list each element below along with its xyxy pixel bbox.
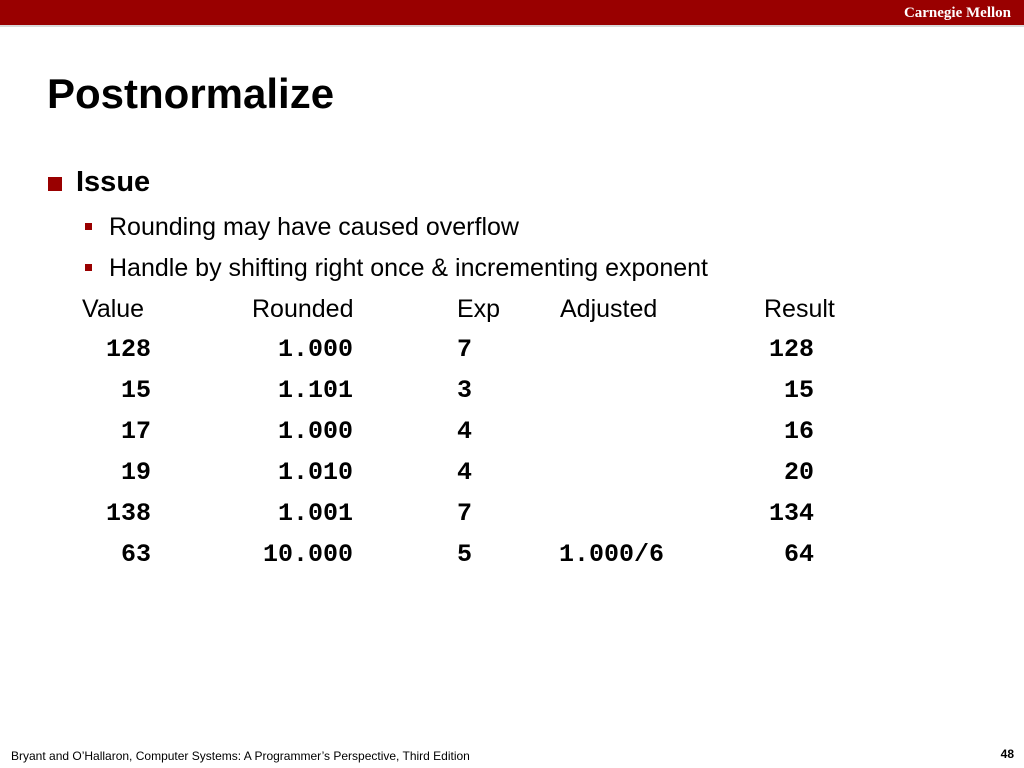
table-cell-result: 128	[768, 335, 814, 364]
bullet-square-icon	[48, 177, 62, 191]
column-header-value: Value	[82, 295, 145, 323]
table-cell-exp: 7	[457, 335, 473, 364]
sub-bullet-label: Rounding may have caused overflow	[109, 213, 519, 241]
header-divider	[0, 25, 1024, 27]
table-cell-result: 15	[783, 376, 814, 405]
bullet-label: Issue	[76, 166, 151, 198]
table-cell-rounded: 1.010	[277, 458, 353, 487]
column-header-rounded: Rounded	[252, 295, 354, 323]
header-bar	[0, 0, 1024, 25]
brand-label: Carnegie Mellon	[903, 5, 1011, 21]
table-cell-exp: 3	[457, 376, 473, 405]
table-cell-rounded: 1.001	[277, 499, 353, 528]
table-cell-value: 15	[120, 376, 151, 405]
column-header-result: Result	[764, 295, 835, 323]
table-cell-adjusted: 1.000/6	[559, 540, 665, 569]
table-cell-value: 19	[120, 458, 151, 487]
sub-bullet-label: Handle by shifting right once & incrementing exponent	[109, 254, 708, 282]
table-cell-result: 134	[768, 499, 814, 528]
table-cell-value: 63	[120, 540, 151, 569]
column-header-exp: Exp	[457, 295, 501, 323]
footer-citation: Bryant and O’Hallaron, Computer Systems: A Programmer’s Perspective, Third Edition	[11, 749, 470, 763]
column-header-adjusted: Adjusted	[560, 295, 658, 323]
table-cell-exp: 5	[457, 540, 473, 569]
table-cell-rounded: 10.000	[262, 540, 353, 569]
table-cell-exp: 7	[457, 499, 473, 528]
sub-bullet-square-icon	[85, 223, 92, 230]
sub-bullet-square-icon	[85, 264, 92, 271]
table-cell-result: 64	[783, 540, 814, 569]
table-cell-value: 138	[105, 499, 151, 528]
table-cell-result: 16	[783, 417, 814, 446]
table-cell-exp: 4	[457, 458, 473, 487]
table-cell-rounded: 1.000	[277, 417, 353, 446]
page-number: 48	[1000, 747, 1014, 761]
table-cell-result: 20	[783, 458, 814, 487]
page-title: Postnormalize	[47, 70, 335, 117]
table-cell-rounded: 1.101	[277, 376, 353, 405]
table-cell-value: 128	[105, 335, 151, 364]
table-cell-rounded: 1.000	[277, 335, 353, 364]
table-cell-value: 17	[120, 417, 151, 446]
table-cell-exp: 4	[457, 417, 473, 446]
